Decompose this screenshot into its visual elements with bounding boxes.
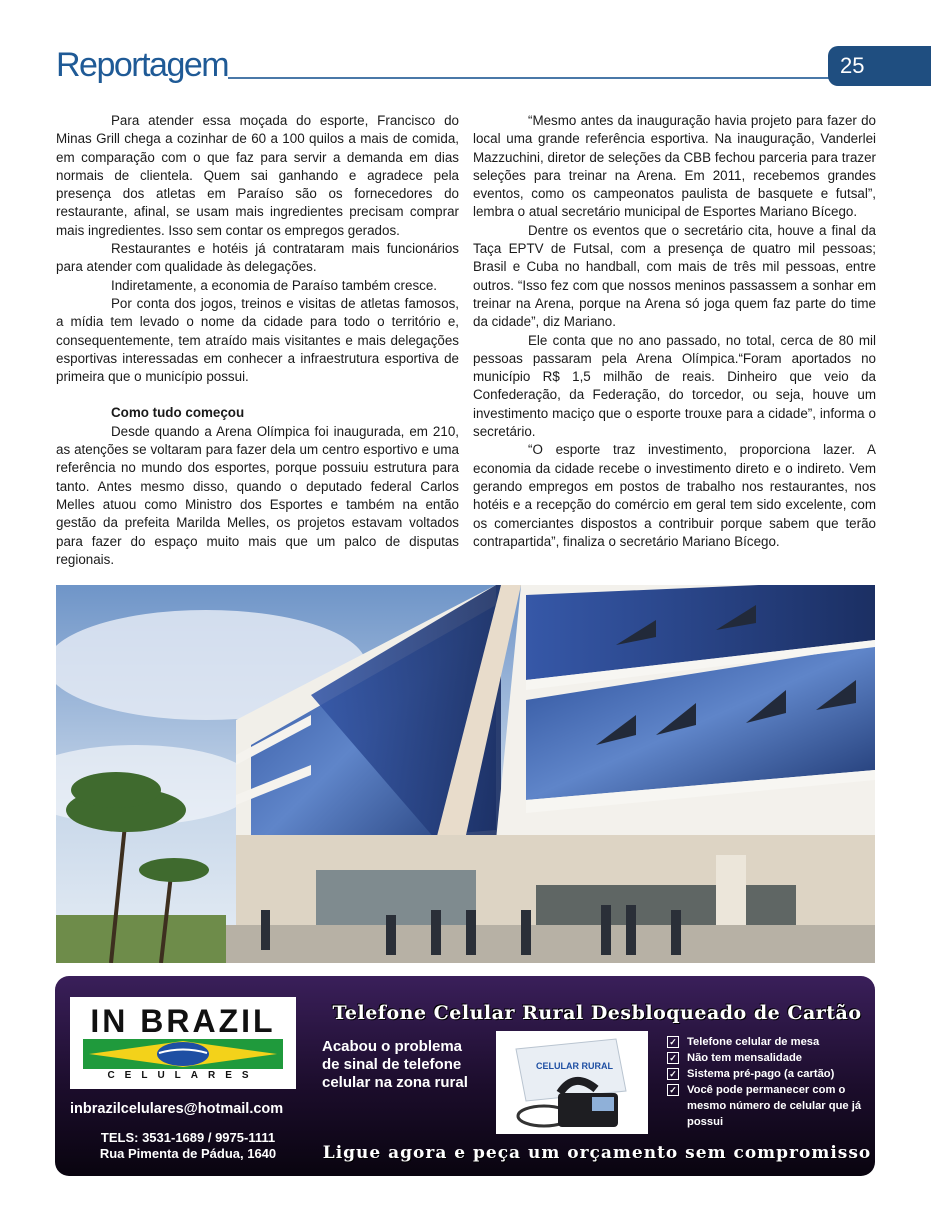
page-number: 25 <box>828 46 931 86</box>
feature-text: Você pode permanecer com o mesmo número de celular que já possui <box>687 1084 862 1128</box>
ad-call-to-action[interactable]: Ligue agora e peça um orçamento sem compromisso <box>322 1143 872 1163</box>
ad-email[interactable]: inbrazilcelulares@hotmail.com <box>70 1101 284 1117</box>
in-brazil-logo <box>70 997 296 1089</box>
article-paragraph: Dentre os eventos que o secretário cita, houve a final da Taça EPTV de Futsal, com a presença de quatro mil pessoas; Brasil e Cuba no handball, com mais de três mil pessoas, entre outros. “Isso fez com que nossos meninos passassem a sonhar em treinar na Arena, porque na Arena só joga quem faz parte do time da cidade”, diz Mariano. <box>473 222 876 330</box>
header-rule <box>228 77 840 79</box>
feature-text: Sistema pré-pago (a cartão) <box>687 1068 835 1080</box>
feature-item <box>667 1066 867 1082</box>
article-paragraph: Para atender essa moçada do esporte, Francisco do Minas Grill chega a cozinhar de 60 a 100 quilos a mais de comida, em comparação com o que faz para servir a demanda em dias normais de clientela. Quem sai ganhando e agradece pela presença dos atletas em Paraíso são os fornecedores do restaurante, afinal, se usam mais ingredientes precisam comprar mais ingredientes. Isso sem contar os empregos gerados. <box>56 113 459 238</box>
article-paragraph: “Mesmo antes da inauguração havia projeto para fazer do local uma grande referência esportiva. Na inauguração, Vanderlei Mazzuchini, diretor de seleções da CBB fechou parceria para trazer seleções para treinar na Arena. Em 2011, recebemos grandes eventos, como os campeonatos paulista de basquete e futsal”, lembra o atual secretário municipal de Esportes Mariano Bícego. <box>473 113 876 220</box>
ad-address: Rua Pimenta de Pádua, 1640 <box>99 1146 277 1161</box>
checkbox-icon: ✓ <box>667 1036 679 1048</box>
product-box-label: CELULAR RURAL <box>536 1061 613 1071</box>
feature-text: Não tem mensalidade <box>687 1052 803 1064</box>
article-paragraph: Indiretamente, a economia de Paraíso também cresce. <box>111 277 438 293</box>
feature-item <box>667 1050 867 1066</box>
ad-contact <box>70 1130 306 1162</box>
article-paragraph: Restaurantes e hotéis já contrataram mais funcionários para atender com qualidade às delegações. <box>56 241 459 275</box>
checkbox-icon: ✓ <box>667 1068 679 1080</box>
feature-item <box>667 1082 867 1130</box>
section-title: Reportagem <box>56 46 229 84</box>
checkbox-icon: ✓ <box>667 1052 679 1064</box>
arena-building-photo <box>56 585 875 963</box>
article-paragraph: “O esporte traz investimento, proporciona lazer. A economia da cidade recebe o investimento direto e o indireto. Vem gerando empregos em postos de trabalho nos restaurantes, nos hotéis e a recepção do comércio em geral tem sido excelente, com os comerciantes dispostos a contribuir porque sabem que terão contrapartida”, finaliza o secretário Mariano Bícego. <box>473 442 876 549</box>
checkbox-icon: ✓ <box>667 1084 679 1096</box>
article-right-column <box>473 112 876 551</box>
article-paragraph: Por conta dos jogos, treinos e visitas de atletas famosos, a mídia tem levado o nome da cidade para todo o território e, consequentemente, tem atraído mais visitantes e mais delegações esportivas interessadas em conhecer a infraestrutura esportiva de primeira que o município possui. <box>56 295 459 385</box>
feature-text: Telefone celular de mesa <box>687 1036 820 1048</box>
article-subheading: Como tudo começou <box>111 405 245 421</box>
brazil-flag-icon <box>83 1039 283 1069</box>
ad-pitch: Acabou o problema de sinal de telefone celular na zona rural <box>322 1038 468 1091</box>
feature-item <box>667 1034 867 1050</box>
ad-features-list <box>667 1034 867 1130</box>
advertisement-banner[interactable] <box>55 976 875 1176</box>
article-left-column <box>56 112 459 569</box>
product-image <box>496 1031 648 1134</box>
article-paragraph: Ele conta que no ano passado, no total, cerca de 80 mil pessoas passaram pela Arena Olímpica.“Foram aportados no município R$ 1,5 milhão de reais. Dinheiro que veio da Confederação, da Federação, do torcedor, ou seja, houve um investimento maciço que o esporte trouxe para a cidade”, informa o secretário. <box>473 332 876 440</box>
logo-subtitle: CELULARES <box>107 1070 259 1081</box>
article-paragraph: Desde quando a Arena Olímpica foi inaugurada, em 210, as atenções se voltaram para fazer dela um centro esportivo e uma referência no mundo dos esportes, porque possuiu estrutura para tanto. Antes mesmo disso, quando o deputado federal Carlos Melles atuou como Ministro dos Esportes e também na então gestão da prefeita Marilda Melles, os projetos estavam voltados para fazer do espaço muito mais que um palco de disputas regionais. <box>56 423 459 567</box>
ad-phone-numbers: TELS: 3531-1689 / 9975-1111 <box>100 1130 276 1145</box>
ad-headline: Telefone Celular Rural Desbloqueado de Cartão <box>332 1002 862 1024</box>
logo-wordmark: IN BRAZIL <box>90 1003 276 1039</box>
